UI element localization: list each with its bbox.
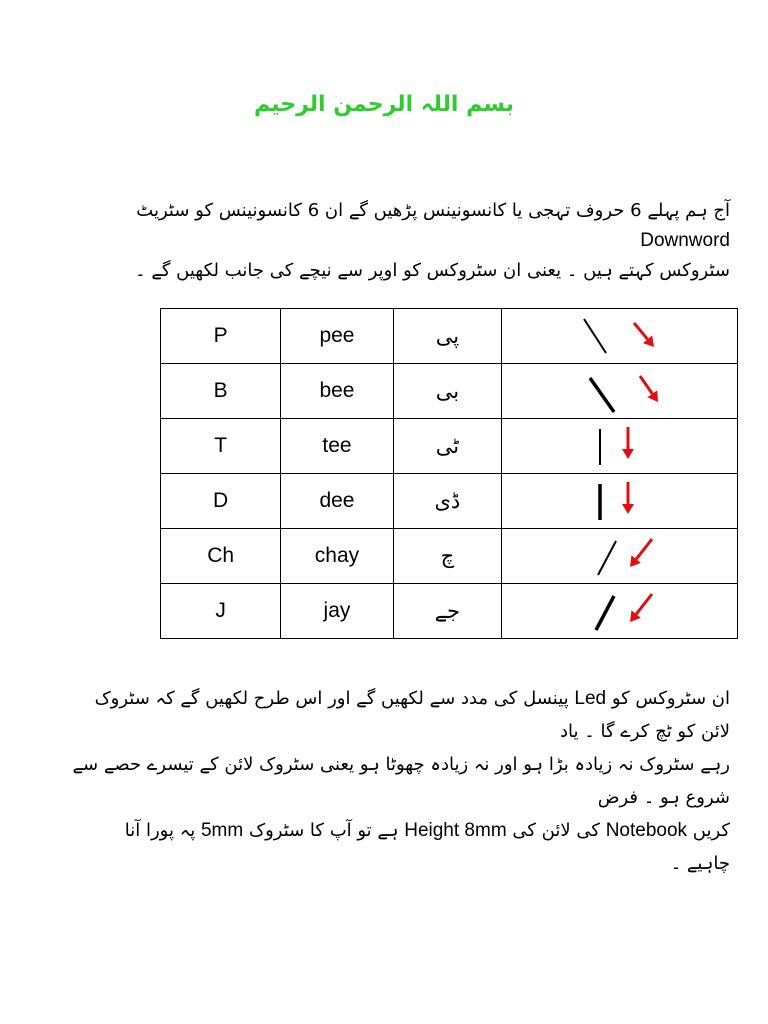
stroke-cell	[502, 364, 738, 419]
name-cell: chay	[281, 529, 393, 584]
stroke-table-row	[161, 309, 738, 364]
stroke-diagram	[570, 419, 670, 473]
instructions-text: کی لائن کی	[512, 820, 600, 841]
name-cell: tee	[281, 419, 393, 474]
stroke-line	[584, 319, 606, 353]
instructions-line-1	[70, 682, 730, 748]
stroke-cell	[502, 529, 738, 584]
stroke-cell	[502, 419, 738, 474]
urdu-cell: ٹی	[393, 419, 501, 474]
direction-arrow-icon	[640, 376, 652, 394]
intro-paragraph	[70, 196, 730, 286]
stroke-line	[596, 596, 614, 630]
stroke-table-row	[161, 529, 738, 584]
stroke-diagram	[570, 309, 670, 363]
letter-cell: J	[161, 584, 281, 639]
direction-arrow-icon	[636, 594, 652, 614]
letter-cell: T	[161, 419, 281, 474]
name-cell: jay	[281, 584, 393, 639]
intro-line-1-english: Downword	[640, 230, 730, 251]
instructions-paragraph	[70, 682, 730, 880]
urdu-cell: چ	[393, 529, 501, 584]
stroke-table	[160, 308, 738, 639]
stroke-cell	[502, 474, 738, 529]
stroke-table-row	[161, 364, 738, 419]
instructions-text: ان سٹروکس کو	[611, 688, 730, 709]
intro-line-1-text: آج ہم پہلے 6 حروف تہجی یا کانسونینس پڑھیں گے ان 6 کانسونینس کو سٹریٹ	[136, 200, 730, 221]
urdu-cell: پی	[393, 309, 501, 364]
stroke-line	[590, 378, 614, 412]
stroke-table-row	[161, 584, 738, 639]
urdu-cell: بی	[393, 364, 501, 419]
instructions-english: Notebook	[605, 820, 688, 841]
stroke-table-row	[161, 474, 738, 529]
instructions-english: Height 8mm	[404, 820, 507, 841]
arrowhead-icon	[622, 504, 634, 514]
direction-arrow-icon	[636, 539, 652, 559]
intro-line-2: سٹروکس کہتے ہیں ۔ یعنی ان سٹروکس کو اوپر سے نیچے کی جانب لکھیں گے ۔	[135, 260, 730, 281]
letter-cell: Ch	[161, 529, 281, 584]
instructions-line-3	[70, 814, 730, 847]
stroke-diagram	[570, 529, 670, 583]
arrowhead-icon	[622, 449, 634, 459]
name-cell: bee	[281, 364, 393, 419]
stroke-diagram	[570, 364, 670, 418]
intro-line-1	[70, 196, 730, 256]
instructions-text: کریں	[692, 820, 730, 841]
instructions-text: پہ پورا آنا	[124, 820, 196, 841]
stroke-diagram	[570, 474, 670, 528]
letter-cell: B	[161, 364, 281, 419]
urdu-cell: ڈی	[393, 474, 501, 529]
instructions-text: ہے تو آپ کا سٹروک	[248, 820, 399, 841]
name-cell: dee	[281, 474, 393, 529]
stroke-cell	[502, 584, 738, 639]
page-title: بسم اللہ الرحمن الرحیم	[253, 92, 514, 117]
urdu-cell: جے	[393, 584, 501, 639]
stroke-table-row	[161, 419, 738, 474]
instructions-english: Led	[574, 688, 607, 709]
instructions-text: پینسل کی مدد سے لکھیں گے اور اس طرح لکھیں گے کہ سٹروک لائن کو ٹچ کرے گا ۔ یاد	[94, 688, 730, 742]
instructions-line-2: رہے سٹروک نہ زیادہ بڑا ہو اور نہ زیادہ چھوٹا ہو یعنی سٹروک لائن کے تیسرے حصے سے شروع ہو ۔ فرض	[72, 754, 730, 808]
instructions-line-4: چاہیے ۔	[670, 853, 730, 874]
name-cell: pee	[281, 309, 393, 364]
direction-arrow-icon	[634, 323, 648, 339]
stroke-diagram	[570, 584, 670, 638]
letter-cell: P	[161, 309, 281, 364]
stroke-cell	[502, 309, 738, 364]
stroke-line	[598, 541, 616, 575]
instructions-english: 5mm	[200, 820, 244, 841]
letter-cell: D	[161, 474, 281, 529]
